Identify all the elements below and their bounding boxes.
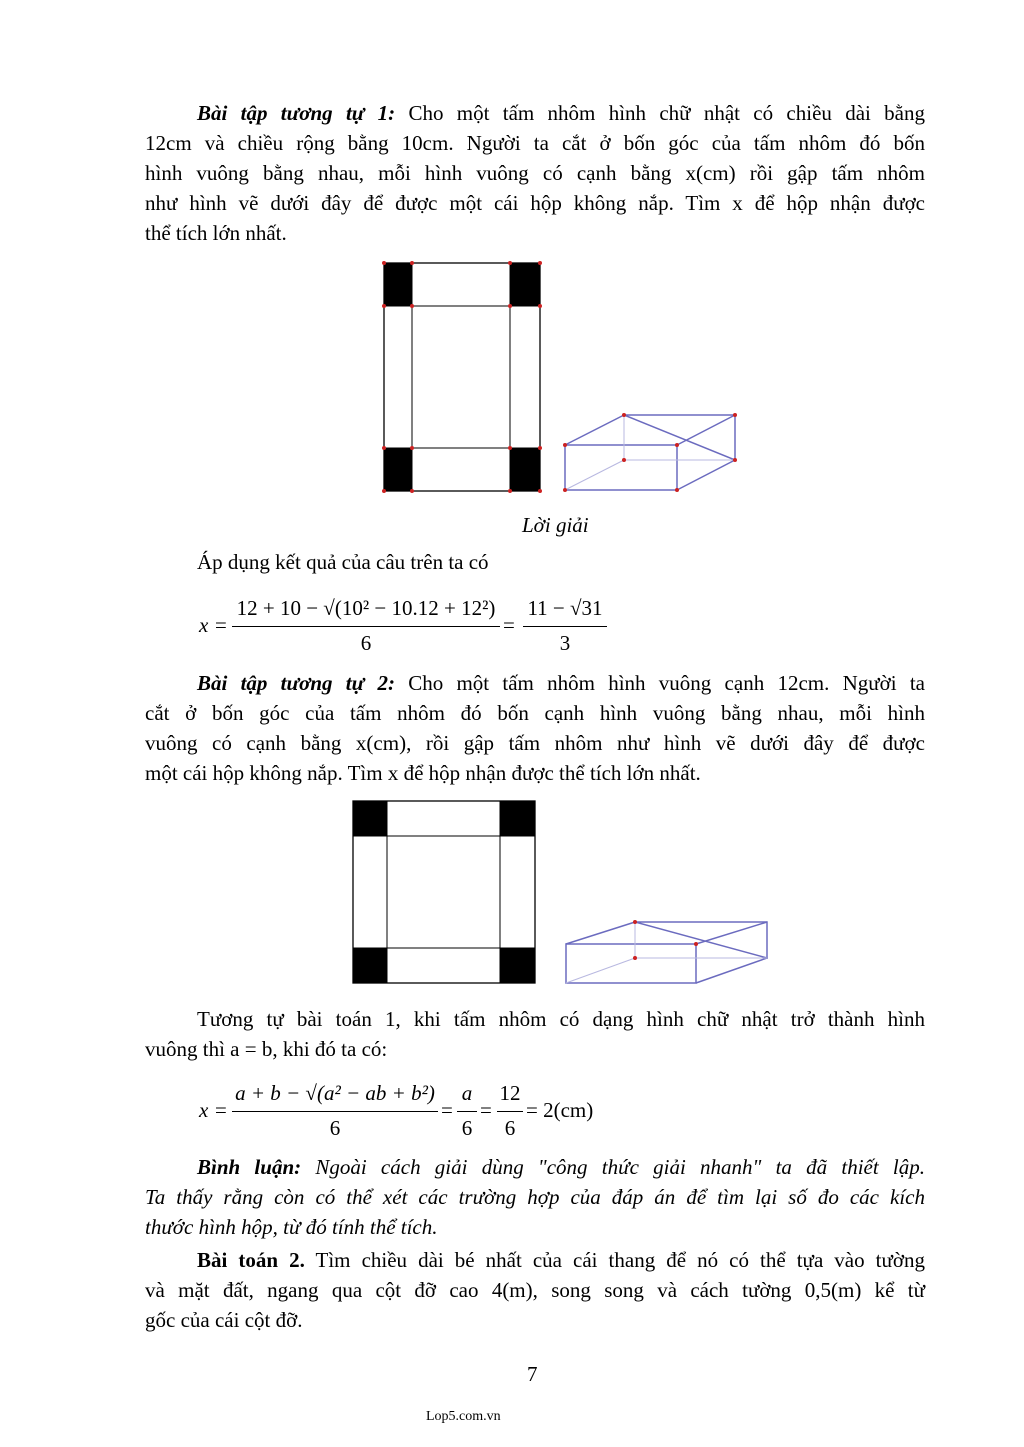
formula-2-denominator-3: 6 — [504, 1116, 516, 1140]
problem-2-heading: Bài toán 2. — [197, 1248, 305, 1272]
formula-2-fraction-bar-1 — [232, 1111, 438, 1112]
exercise-1-heading: Bài tập tương tự 1: — [197, 101, 396, 125]
formula-1-denominator-2: 3 — [559, 631, 571, 655]
exercise-1-line-1: Cho một tấm nhôm hình chữ nhật có chiều dài bằng — [395, 101, 925, 125]
comment-line-3: thước hình hộp, từ đó tính thể tích. — [145, 1215, 438, 1239]
figure-2-box — [563, 918, 773, 986]
exercise-1-line-3: hình vuông bằng nhau, mỗi hình vuông có cạnh bằng x(cm) rồi gập tấm nhôm — [145, 161, 925, 185]
formula-2-numerator-3: 12 — [499, 1081, 521, 1105]
similar-line-1: Tương tự bài toán 1, khi tấm nhôm có dạng hình chữ nhật trở thành hình — [197, 1007, 925, 1031]
exercise-1-paragraph — [145, 98, 925, 248]
exercise-2-line-3: vuông có cạnh bằng x(cm), rồi gập tấm nhôm như hình vẽ dưới đây để được — [145, 731, 925, 755]
exercise-1-line-4: như hình vẽ dưới đây để được một cái hộp không nắp. Tìm x để hộp nhận được — [145, 191, 925, 215]
apply-text: Áp dụng kết quả của câu trên ta có — [197, 550, 489, 574]
formula-2-fraction-bar-2 — [457, 1111, 477, 1112]
formula-1-numerator-2: 11 − √31 — [527, 596, 603, 620]
formula-2-equals-2: = — [480, 1098, 492, 1122]
page-number: 7 — [527, 1362, 538, 1386]
formula-2-result: = 2(cm) — [526, 1098, 594, 1122]
formula-1-fraction-bar-1 — [232, 626, 500, 627]
formula-2-denominator-2: 6 — [461, 1116, 473, 1140]
formula-2-numerator-2: a — [461, 1081, 473, 1105]
figure-1-box — [560, 410, 745, 500]
comment-line-2: Ta thấy rằng còn có thể xét các trường hợp của đáp án để tìm lại số đo các kích — [145, 1185, 925, 1209]
formula-1-equals: = — [503, 613, 515, 637]
exercise-1-line-5: thể tích lớn nhất. — [145, 221, 287, 245]
exercise-2-line-2: cắt ở bốn góc của tấm nhôm đó bốn cạnh hình vuông bằng nhau, mỗi hình — [145, 701, 925, 725]
problem-2-line-3: gốc của cái cột đỡ. — [145, 1308, 303, 1332]
formula-2-numerator-1: a + b − √(a² − ab + b²) — [235, 1081, 435, 1105]
similar-paragraph — [145, 1004, 925, 1064]
formula-2-equals-1: = — [441, 1098, 453, 1122]
formula-1-lhs: x = — [199, 613, 228, 637]
formula-1-numerator-1: 12 + 10 − √(10² − 10.12 + 12²) — [236, 596, 496, 620]
formula-1-denominator-1: 6 — [360, 631, 372, 655]
problem-2-line-1: Tìm chiều dài bé nhất của cái thang để nó có thể tựa vào tường — [304, 1248, 925, 1272]
figure-1-sheet — [380, 258, 545, 498]
formula-2-fraction-bar-3 — [497, 1111, 523, 1112]
exercise-1-line-2: 12cm và chiều rộng bằng 10cm. Người ta cắt ở bốn góc của tấm nhôm đó bốn — [145, 131, 925, 155]
footer-site: Lop5.com.vn — [426, 1409, 501, 1424]
comment-heading: Bình luận: — [197, 1155, 302, 1179]
figure-2-sheet — [350, 798, 540, 988]
formula-2-denominator-1: 6 — [329, 1116, 341, 1140]
similar-line-2: vuông thì a = b, khi đó ta có: — [145, 1037, 388, 1061]
formula-1-fraction-bar-2 — [523, 626, 607, 627]
exercise-2-heading: Bài tập tương tự 2: — [197, 671, 395, 695]
exercise-2-paragraph — [145, 668, 925, 788]
problem-2-line-2: và mặt đất, ngang qua cột đỡ cao 4(m), song song và cách tường 0,5(m) kể từ — [145, 1278, 925, 1302]
solution-label: Lời giải — [522, 513, 589, 537]
exercise-2-line-1: Cho một tấm nhôm hình vuông cạnh 12cm. Người ta — [394, 671, 926, 695]
exercise-2-line-4: một cái hộp không nắp. Tìm x để hộp nhận được thể tích lớn nhất. — [145, 761, 701, 785]
formula-2-lhs: x = — [199, 1098, 228, 1122]
comment-line-1: Ngoài cách giải dùng "công thức giải nhanh" ta đã thiết lập. — [301, 1155, 925, 1179]
problem-2-paragraph — [145, 1245, 925, 1335]
comment-paragraph — [145, 1152, 925, 1242]
